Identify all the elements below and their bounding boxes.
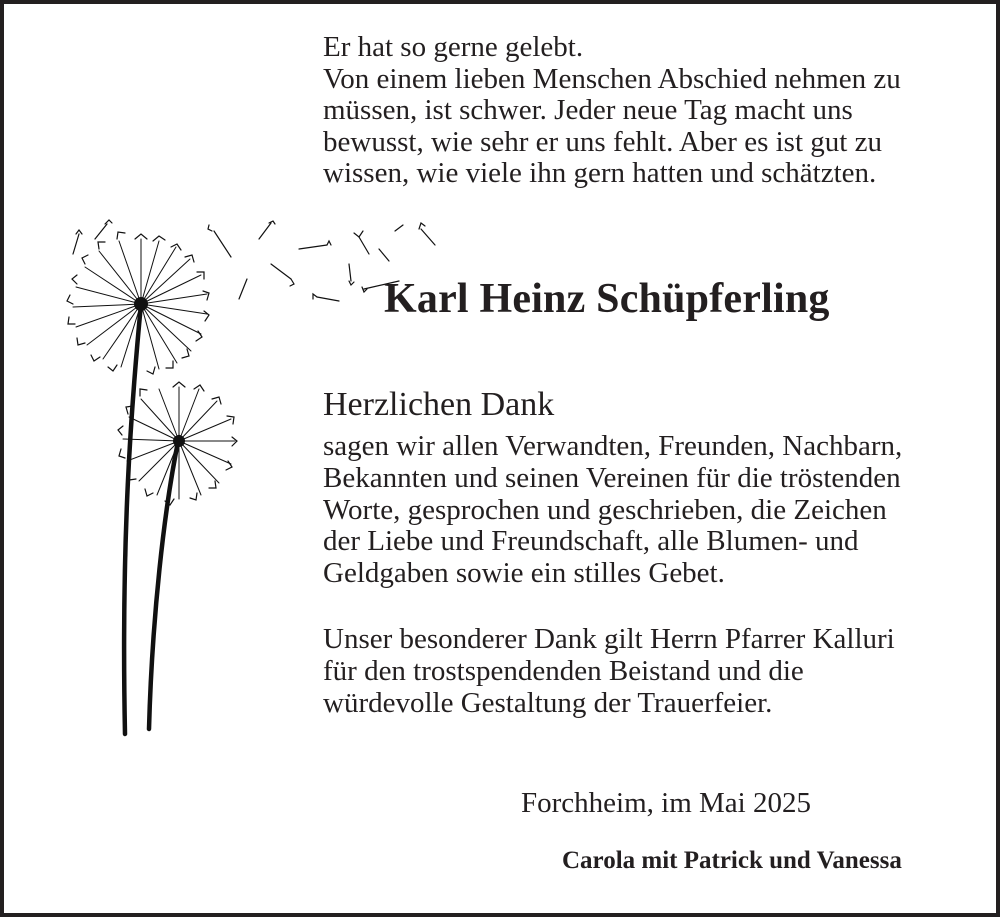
flying-seeds-icon (73, 220, 435, 301)
intro-line: wissen, wie viele ihn gern hatten und schätzten. (323, 157, 877, 189)
special-thanks-line: Unser besonderer Dank gilt Herrn Pfarrer Kalluri (323, 623, 895, 655)
place-date: Forchheim, im Mai 2025 (521, 787, 811, 819)
signature: Carola mit Patrick und Vanessa (562, 847, 902, 874)
thanks-line: Geldgaben sowie ein stilles Gebet. (323, 557, 725, 590)
intro-line: Er hat so gerne gelebt. (323, 31, 584, 63)
special-thanks-text (323, 624, 895, 719)
thanks-line: der Liebe und Freundschaft, alle Blumen- und (323, 525, 859, 558)
thanks-heading: Herzlichen Dank (323, 386, 555, 423)
intro-line: bewusst, wie sehr er uns fehlt. Aber es ist gut zu (323, 125, 882, 158)
intro-line: Von einem lieben Menschen Abschied nehmen zu (323, 62, 901, 95)
thanks-line: Bekannten und seinen Vereinen für die tröstenden (323, 461, 901, 494)
special-thanks-line: für den trostspendenden Beistand und die (323, 654, 804, 687)
special-thanks-line: würdevolle Gestaltung der Trauerfeier. (323, 686, 773, 719)
thanks-line: Worte, gesprochen und geschrieben, die Zeichen (323, 493, 887, 526)
intro-verse (323, 32, 901, 190)
deceased-name: Karl Heinz Schüpferling (384, 276, 830, 322)
thanks-line: sagen wir allen Verwandten, Freunden, Nachbarn, (323, 430, 903, 462)
thanks-text (323, 431, 902, 590)
intro-line: müssen, ist schwer. Jeder neue Tag macht uns (323, 94, 853, 126)
